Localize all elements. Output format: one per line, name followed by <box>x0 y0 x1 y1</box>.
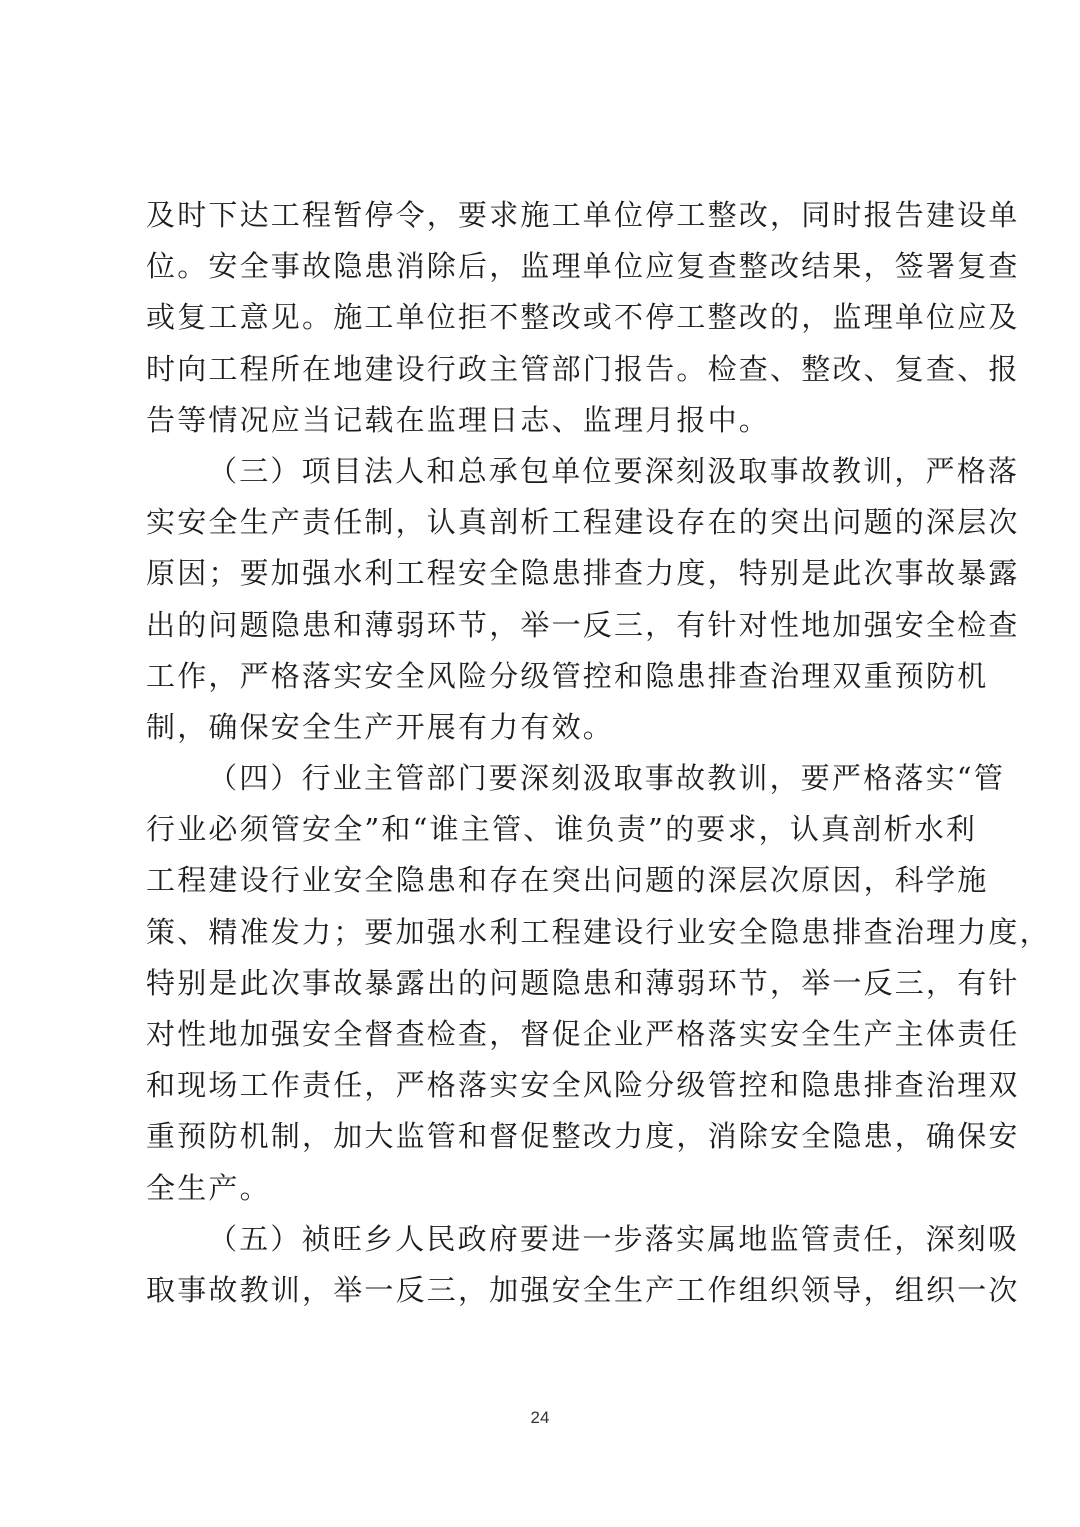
text-line: 对性地加强安全督查检查，督促企业严格落实安全生产主体责任 <box>146 1017 1020 1051</box>
text-line: 位。安全事故隐患消除后，监理单位应复查整改结果，签署复查 <box>146 249 1020 284</box>
text-line: 出的问题隐患和薄弱环节，举一反三，有针对性地加强安全检查 <box>146 607 1020 642</box>
text-line: 告等情况应当记载在监理日志、监理月报中。 <box>146 402 771 437</box>
text-line: 重预防机制，加大监管和督促整改力度，消除安全隐患，确保安 <box>146 1119 1020 1154</box>
text-line: 特别是此次事故暴露出的问题隐患和薄弱环节，举一反三，有针 <box>146 965 1020 1000</box>
text-line: 策、精准发力；要加强水利工程建设行业安全隐患排查治理力度， <box>146 914 1051 949</box>
text-line: 工作，严格落实安全风险分级管控和隐患排查治理双重预防机 <box>146 658 989 693</box>
text-line: 取事故教训，举一反三，加强安全生产工作组织领导，组织一次 <box>146 1272 1020 1307</box>
text-line: 时向工程所在地建设行政主管部门报告。检查、整改、复查、报 <box>146 351 1020 386</box>
text-line: 全生产。 <box>146 1170 271 1205</box>
paragraph-3-start: （三）项目法人和总承包单位要深刻汲取事故教训，严格落 <box>208 453 1020 488</box>
text-line: 工程建设行业安全隐患和存在突出问题的深层次原因，科学施 <box>146 863 989 898</box>
body-text <box>146 190 1051 1316</box>
text-line: 及时下达工程暂停令，要求施工单位停工整改，同时报告建设单 <box>146 198 1020 232</box>
text-line: 实安全生产责任制，认真剖析工程建设存在的突出问题的深层次 <box>146 505 1020 540</box>
page-number: 24 <box>530 1408 550 1427</box>
text-line: 制，确保安全生产开展有力有效。 <box>146 709 615 744</box>
text-line: 和现场工作责任，严格落实安全风险分级管控和隐患排查治理双 <box>146 1068 1020 1103</box>
text-line: 行业必须管安全”和“谁主管、谁负责”的要求，认真剖析水利 <box>146 812 978 847</box>
text-line: 或复工意见。施工单位拒不整改或不停工整改的，监理单位应及 <box>146 300 1020 335</box>
paragraph-5-start: （五）祯旺乡人民政府要进一步落实属地监管责任，深刻吸 <box>208 1221 1020 1256</box>
paragraph-4-start: （四）行业主管部门要深刻汲取事故教训，要严格落实“管 <box>208 761 1006 796</box>
text-line: 原因；要加强水利工程安全隐患排查力度，特别是此次事故暴露 <box>146 556 1020 591</box>
